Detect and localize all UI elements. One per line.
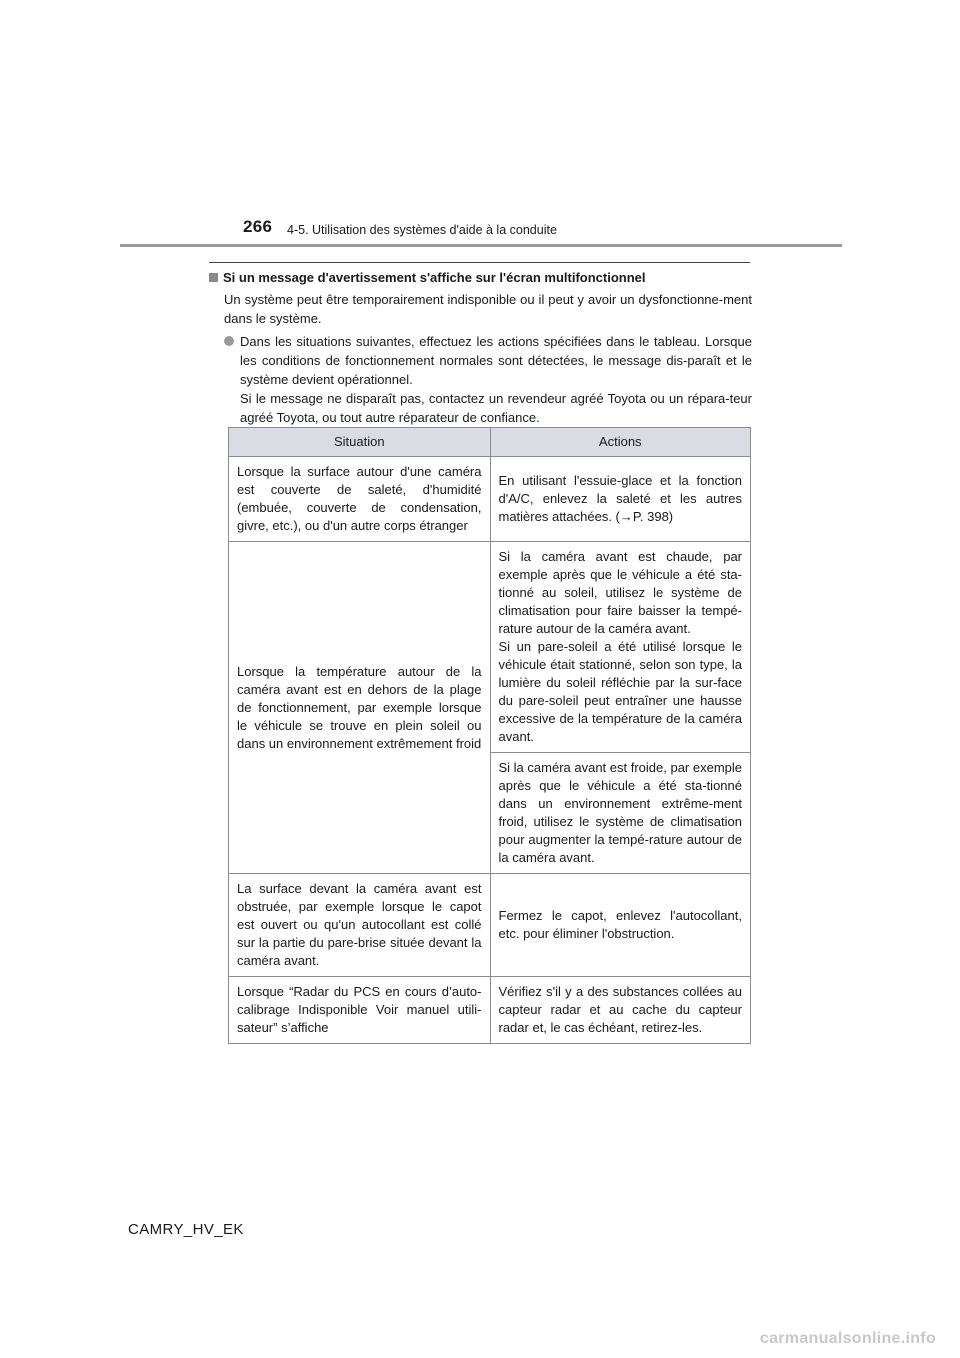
situation-cell: Lorsque la température autour de la caméra avant est en dehors de la plage de fonctionnement, par exemple lorsque le véhicule se trouve en plein soleil ou dans un environnement extrêmement froid bbox=[229, 542, 491, 874]
content-divider bbox=[209, 262, 750, 263]
warning-heading bbox=[209, 270, 754, 285]
situation-actions-table bbox=[228, 427, 751, 1044]
header-situation: Situation bbox=[229, 428, 491, 457]
action-text: Si la caméra avant est chaude, par exemple après que le véhicule a été sta-tionné au soleil, utilisez le système de climatisation pour faire baisser la tempé-rature autour de la caméra avant. bbox=[498, 549, 742, 636]
header-actions: Actions bbox=[490, 428, 751, 457]
bullet-item bbox=[224, 332, 752, 389]
circle-bullet-icon bbox=[224, 336, 234, 346]
table-row bbox=[229, 874, 751, 977]
action-cell: Fermez le capot, enlevez l'autocollant, etc. pour éliminer l'obstruction. bbox=[490, 874, 751, 977]
action-cell: En utilisant l'essuie-glace et la fonction d'A/C, enlevez la saleté et les autres matières attachées. (→P. 398) bbox=[490, 457, 751, 542]
situation-cell: La surface devant la caméra avant est obstruée, par exemple lorsque le capot est ouvert ou qu'un autocollant est collé sur la partie du pare-brise située devant la caméra avant. bbox=[229, 874, 491, 977]
action-cell: Si la caméra avant est froide, par exemple après que le véhicule a été sta-tionné dans un environnement extrême-ment froid, utilisez le système de climatisation pour augmenter la tempé-rature autour de la caméra avant. bbox=[490, 753, 751, 874]
action-cell: Vérifiez s'il y a des substances collées au capteur radar et au cache du capteur radar et, le cas échéant, retirez-les. bbox=[490, 977, 751, 1044]
table-header-row bbox=[229, 428, 751, 457]
intro-paragraph: Un système peut être temporairement indisponible ou il peut y avoir un dysfonctionne-ment dans le système. bbox=[224, 292, 752, 326]
table-row bbox=[229, 542, 751, 753]
page-number: 266 bbox=[243, 217, 273, 236]
table-row bbox=[229, 977, 751, 1044]
model-code: CAMRY_HV_EK bbox=[128, 1221, 244, 1238]
bullet-text: Dans les situations suivantes, effectuez les actions spécifiées dans le tableau. Lorsque les conditions de fonctionnement normales sont détectées, le message dis-paraît et le système devient opérationnel. bbox=[240, 334, 752, 387]
bullet-followup: Si le message ne disparaît pas, contactez un revendeur agréé Toyota ou un répara-teur agréé Toyota, ou tout autre réparateur de confiance. bbox=[240, 391, 752, 425]
situation-cell: Lorsque la surface autour d'une caméra est couverte de saleté, d'humidité (embuée, couverte de condensation, givre, etc.), ou d'un autre corps étranger bbox=[229, 457, 491, 542]
warning-heading-text: Si un message d'avertissement s'affiche sur l'écran multifonctionnel bbox=[223, 270, 646, 285]
square-bullet-icon bbox=[209, 273, 218, 282]
header-divider bbox=[120, 244, 842, 247]
watermark: carmanualsonline.info bbox=[759, 1330, 936, 1347]
section-title: 4-5. Utilisation des systèmes d'aide à la conduite bbox=[287, 223, 557, 237]
situation-cell: Lorsque “Radar du PCS en cours d’auto-calibrage Indisponible Voir manuel utili-sateur” s’affiche bbox=[229, 977, 491, 1044]
action-text: Si un pare-soleil a été utilisé lorsque le véhicule était stationné, selon son type, la lumière du soleil réfléchie par la sur-face du pare-soleil peut entraîner une hausse excessive de la température de la caméra avant. bbox=[498, 639, 742, 744]
table-row bbox=[229, 457, 751, 542]
action-cell bbox=[490, 542, 751, 753]
